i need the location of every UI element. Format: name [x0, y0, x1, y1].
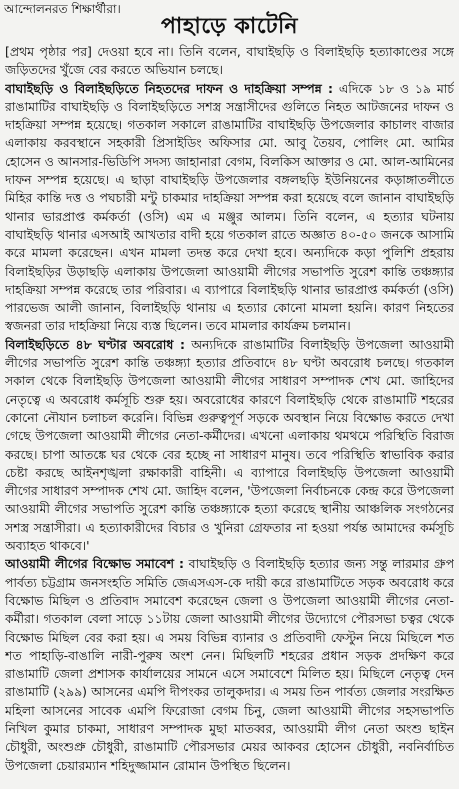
- subheading-protest: আওয়ামী লীগের বিক্ষোভ সমাবেশ :: [5, 556, 184, 572]
- paragraph-text: বাঘাইছড়ি ও বিলাইছড়ি হত্যার জন্য সন্তু লারমার গ্রুপ পার্বত্য চট্টগ্রাম জনসংহতি সমিতি জেএসএস-কে দায়ী করে রাঙামাটিতে সড়ক অবরোধ করে বিক্ষোভ মিছিল ও প্রতিবাদ সমাবেশ করেছেন জেলা ও উপজেলা আওয়ামী লীগের নেতা-কর্মীরা। গতকাল বেলা সাড়ে ১১টায় জেলা আওয়ামী লীগের উদ্যোগে পৌরসভা চত্বর থেকে বিক্ষোভ মিছিল বের করা হয়। এ সময় বিভিন্ন ব্যানার ও প্রতিবাদী ফেস্টুন নিয়ে মিছিলে শত শত পাহাড়ি-বাঙালি নারী-পুরুষ অংশ নেন। মিছিলটি শহরের প্রধান সড়ক প্রদক্ষিণ করে রাঙামাটি জেলা প্রশাসক কার্যালয়ের সামনে এসে সমাবেশে মিলিত হয়। মিছিলে নেতৃত্ব দেন রাঙামাটি (২৯৯) আসনের এমপি দীপংকর তালুকদার। এ সময় তিন পার্বত্য জেলার সংরক্ষিত মহিলা আসনের সাবেক এমপি ফিরোজা বেগম চিনু, জেলা আওয়ামী লীগের সহসভাপতি নিখিল কুমার চাকমা, সাধারণ সম্পাদক মুছা মাতব্বর, আওয়ামী লীগ নেতা অংশু ছাইন চৌধুরী, অংশুপ্রু চৌধুরী, রাঙামাটি পৌরসভার মেয়র আকবর হোসেন চৌধুরী, নবনির্বাচিত উপজেলা চেয়ারম্যান শহিদুজ্জামান রোমান উপস্থিত ছিলেন।: [5, 556, 454, 773]
- headline: পাহাড়ে কাটেনি: [161, 14, 298, 39]
- paragraph-text: অন্যদিকে রাঙামাটির বিলাইছড়ি উপজেলা আওয়ামী লীগের সভাপতি সুরেশ কান্তি তঞ্চঙ্গ্যা হত্যার প্রতিবাদে ৪৮ ঘণ্টা অবরোধ চলছে। গতকাল সকাল থেকে বিলাইছড়ি উপজেলা আওয়ামী লীগের সাধারণ সম্পাদক শেখ মো. জাহিদের নেতৃত্বে এ অবরোধ কর্মসূচি শুরু হয়। অবরোধের কারণে বিলাইছড়ি থেকে রাঙামাটি শহরের কোনো নৌযান চলাচল করেনি। বিভিন্ন গুরুত্বপূর্ণ সড়কে অবস্থান নিয়ে বিক্ষোভ করতে দেখা গেছে উপজেলা আওয়ামী লীগের নেতা-কর্মীদের। এখনো এলাকায় থমথমে পরিস্থিতি বিরাজ করছে। চাপা আতঙ্কে ঘর থেকে বের হচ্ছে না সাধারণ মানুষ। তবে পরিস্থিতি স্বাভাবিক করার চেষ্টা করছে আইনশৃঙ্খলা রক্ষাকারী বাহিনী। এ ব্যাপারে বিলাইছড়ি উপজেলা আওয়ামী লীগের সাধারণ সম্পাদক শেখ মো. জাহিদ বলেন, 'উপজেলা নির্বাচনকে কেন্দ্র করে উপজেলা আওয়ামী লীগের সভাপতি সুরেশ কান্তি তঞ্চঙ্গ্যাকে হত্যা করেছে স্থানীয় আঞ্চলিক সংগঠনের সশস্ত্র সন্ত্রাসীরা। এ হত্যাকারীদের বিচার ও খুনিরা গ্রেফতার না হওয়া পর্যন্ত আমাদের কর্মসূচি অব্যাহত থাকবে।': [5, 336, 454, 554]
- paragraph-text: [প্রথম পৃষ্ঠার পর] দেওয়া হবে না। তিনি বলেন, বাঘাইছড়ি ও বিলাইছড়ি হত্যাকাণ্ডের সঙ্গে জড়িতদের খুঁজে বের করতে অভিযান চলছে।: [5, 44, 454, 78]
- paragraph-protest: [5, 555, 454, 775]
- previous-article-tail: আন্দোলনরত শিক্ষার্থীরা।: [4, 2, 121, 16]
- subheading-burial: বাঘাইছড়ি ও বিলাইছড়িতে নিহতদের দাফন ও দাহক্রিয়া সম্পন্ন :: [5, 80, 333, 96]
- paragraph-burial: [5, 80, 454, 336]
- paragraph-intro: [5, 43, 454, 80]
- subheading-blockade: বিলাইছড়িতে ৪৮ ঘণ্টার অবরোধ :: [5, 336, 185, 352]
- paragraph-text: এদিকে ১৮ ও ১৯ মার্চ রাঙামাটির বাঘাইছড়ি ও বিলাইছড়িতে সশস্ত্র সন্ত্রাসীদের গুলিতে নিহত আটজনের দাফন ও দাহক্রিয়া সম্পন্ন হয়েছে। গতকাল সকালে রাঙামাটির বাঘাইছড়ি উপজেলার কাচালং বাজার এলাকায় করবস্থানে সহকারী প্রিসাইডিং অফিসার মো. আবু তৈয়ব, পোলিং মো. আমির হোসেন ও আনসার-ভিডিপি সদস্য জাহানারা বেগম, বিলকিস আক্তার ও মো. আল-আমিনের দাফন সম্পন্ন হয়েছে। এ ছাড়া বাঘাইছড়ি উপজেলার বঙ্গলছড়ি ইউনিয়নের কড়াঙ্গাতলীতে মিহির কান্তি দত্ত ও পঘচারী মন্টু চাকমার দাহক্রিয়া সম্পন্ন করা হয়েছে বলে জানান বাঘাইছড়ি থানার ভারপ্রাপ্ত কর্মকর্তা (ওসি) এম এ মঞ্জুর আলম। তিনি বলেন, এ হত্যার ঘটনায় বাঘাইছড়ি থানার এসআই আখতার বাদী হয়ে গতকাল রাতে অজ্ঞাত ৪০-৫০ জনকে আসামি করে মামলা করেছেন। এখন মামলা তদন্ত করে দেখা হবে। অন্যদিকে কড়া পুলিশি প্রহরায় বিলাইছড়ির উড়াছড়ি এলাকায় উপজেলা আওয়ামী লীগের সভাপতি সুরেশ কান্তি তঞ্চঙ্গ্যার দাহক্রিয়া সম্পন্ন করেছে তার পরিবার। এ ব্যাপারে বিলাইছড়ি থানার ভারপ্রাপ্ত কর্মকর্তা (ওসি) পারভেজ আলী জানান, বিলাইছড়ি থানায় এ হত্যার কোনো মামলা হয়নি। কারণ নিহতের স্বজনরা তার দাহক্রিয়া নিয়ে ব্যস্ত ছিলেন। তবে মামলার কার্যক্রম চলমান।: [5, 80, 454, 334]
- article-body: [5, 43, 454, 787]
- paragraph-blockade: [5, 336, 454, 556]
